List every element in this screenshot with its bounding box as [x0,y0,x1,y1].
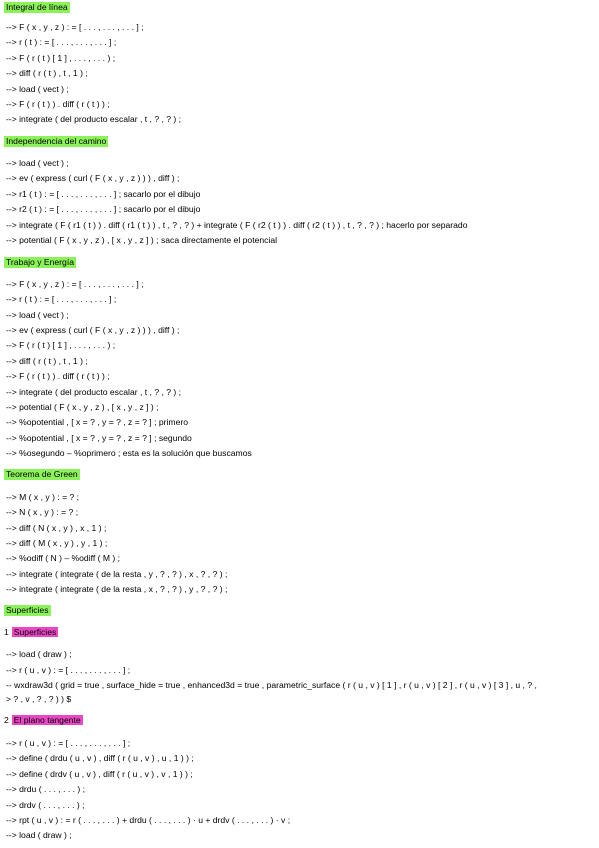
input-line[interactable]: --> r2 ( t ) : = [ . . . , . . . , . . . ] ; sacarlo por el dibujo [6,204,201,214]
input-line[interactable]: --> F ( r ( t ) ) . diff ( r ( t ) ) ; [6,371,110,381]
input-line[interactable]: --> M ( x , y ) : = ? ; [6,492,80,502]
input-line[interactable]: --> diff ( N ( x , y ) , x , 1 ) ; [6,523,107,533]
input-line[interactable]: --> ev ( express ( curl ( F ( x , y , z ) ) ) , diff ) ; [6,173,180,183]
subsection-number: 1 [4,627,9,637]
input-line[interactable]: --> potential ( F ( x , y , z ) , [ x , y , z ] ) ; saca directamente el potencial [6,235,278,245]
subsection-number: 2 [4,715,9,725]
input-line[interactable]: --> rpt ( u , v ) : = r ( . . . , . . . ) + drdu ( . . . , . . . ) · u + drdv ( . . . , . . . ) · v ; [6,815,291,825]
input-line[interactable]: --> r1 ( t ) : = [ . . . , . . . , . . . ] ; sacarlo por el dibujo [6,189,201,199]
input-line[interactable]: --> integrate ( integrate ( de la resta , x , ? , ? ) , y , ? , ? ) ; [6,584,228,594]
input-line[interactable]: --> F ( x , y , z ) : = [ . . . , . . . , . . . ] ; [6,279,144,289]
section-heading-trabajo-y-energia: Trabajo y Energía [6,257,74,267]
input-line[interactable]: --> F ( r ( t ) [ 1 ] , . . . , . . . ) ; [6,340,116,350]
input-line[interactable]: --> %opotential , [ x = ? , y = ? , z = ? ] ; segundo [6,433,192,443]
input-line[interactable]: --> F ( r ( t ) ) . diff ( r ( t ) ) ; [6,99,110,109]
input-line[interactable]: --> diff ( r ( t ) , t , 1 ) ; [6,68,88,78]
input-line[interactable]: --> load ( draw ) ; [6,649,72,659]
input-line[interactable]: --> ev ( express ( curl ( F ( x , y , z ) ) ) , diff ) ; [6,325,180,335]
section-heading-teorema-de-green: Teorema de Green [6,469,78,479]
section-heading-independencia-del-camino: Independencia del camino [6,136,107,146]
input-line[interactable]: --> r ( u , v ) : = [ . . . , . . . , . . . ] ; [6,738,131,748]
input-line[interactable]: --> integrate ( integrate ( de la resta , y , ? , ? ) , x , ? , ? ) ; [6,569,228,579]
input-line[interactable]: --> drdv ( . . . , . . . ) ; [6,800,85,810]
subsection-heading-superficies [4,627,58,638]
section-heading-superficies: Superficies [6,605,49,615]
input-line[interactable]: --> r ( t ) : = [ . . . , . . . , . . . ] ; [6,37,117,47]
input-line[interactable]: --> r ( u , v ) : = [ . . . , . . . , . . . ] ; [6,665,131,675]
input-line[interactable]: --> integrate ( del producto escalar , t , ? , ? ) ; [6,387,182,397]
input-line[interactable]: --> potential ( F ( x , y , z ) , [ x , y , z ] ) ; [6,402,159,412]
input-line[interactable]: --> %opotential , [ x = ? , y = ? , z = ? ] ; primero [6,417,188,427]
input-line[interactable]: --> load ( vect ) ; [6,158,69,168]
subsection-heading-plano-tangente [4,715,83,726]
input-line[interactable]: --> F ( r ( t ) [ 1 ] , . . . , . . . ) ; [6,53,116,63]
input-line[interactable]: --> load ( vect ) ; [6,310,69,320]
input-line[interactable]: --> diff ( M ( x , y ) , y , 1 ) ; [6,538,108,548]
input-line[interactable]: --> define ( drdu ( u , v ) , diff ( r ( u , v ) , u , 1 ) ) ; [6,753,194,763]
input-line[interactable]: --> load ( vect ) ; [6,84,69,94]
input-line[interactable]: --> integrate ( del producto escalar , t , ? , ? ) ; [6,114,182,124]
input-line[interactable]: -- wxdraw3d ( grid = true , surface_hide = true , enhanced3d = true , parametric_surface ( r ( u , v ) [ 1 ] , r ( u , v ) [ 2 ] , r ( u , v ) [ 3 ] , u , ? , [6,680,537,690]
input-line[interactable]: --> %odiff ( N ) – %odiff ( M ) ; [6,553,121,563]
subsection-label: El plano tangente [13,715,81,725]
section-heading-integral-de-linea: Integral de línea [6,2,68,12]
input-line[interactable]: --> N ( x , y ) : = ? ; [6,507,79,517]
input-line[interactable]: --> %osegundo – %oprimero ; esta es la solución que buscamos [6,448,252,458]
input-line[interactable]: --> drdu ( . . . , . . . ) ; [6,784,86,794]
subsection-label: Superficies [13,627,57,637]
input-line[interactable]: --> diff ( r ( t ) , t , 1 ) ; [6,356,88,366]
input-line-continuation[interactable]: > ? , v , ? , ? ) ) $ [6,694,72,704]
input-line[interactable]: --> r ( t ) : = [ . . . , . . . , . . . ] ; [6,294,117,304]
input-line[interactable]: --> define ( drdv ( u , v ) , diff ( r ( u , v ) , v , 1 ) ) ; [6,769,193,779]
input-line[interactable]: --> integrate ( F ( r1 ( t ) ) . diff ( r1 ( t ) ) , t , ? , ? ) + integrate ( F ( r2 ( t ) ) . diff ( r2 ( t ) ) , t , ? , ? ) ; hacerlo por separado [6,220,468,230]
input-line[interactable]: --> F ( x , y , z ) : = [ . . . , . . . , . . . ] ; [6,22,144,32]
input-line[interactable]: --> load ( draw ) ; [6,830,72,840]
